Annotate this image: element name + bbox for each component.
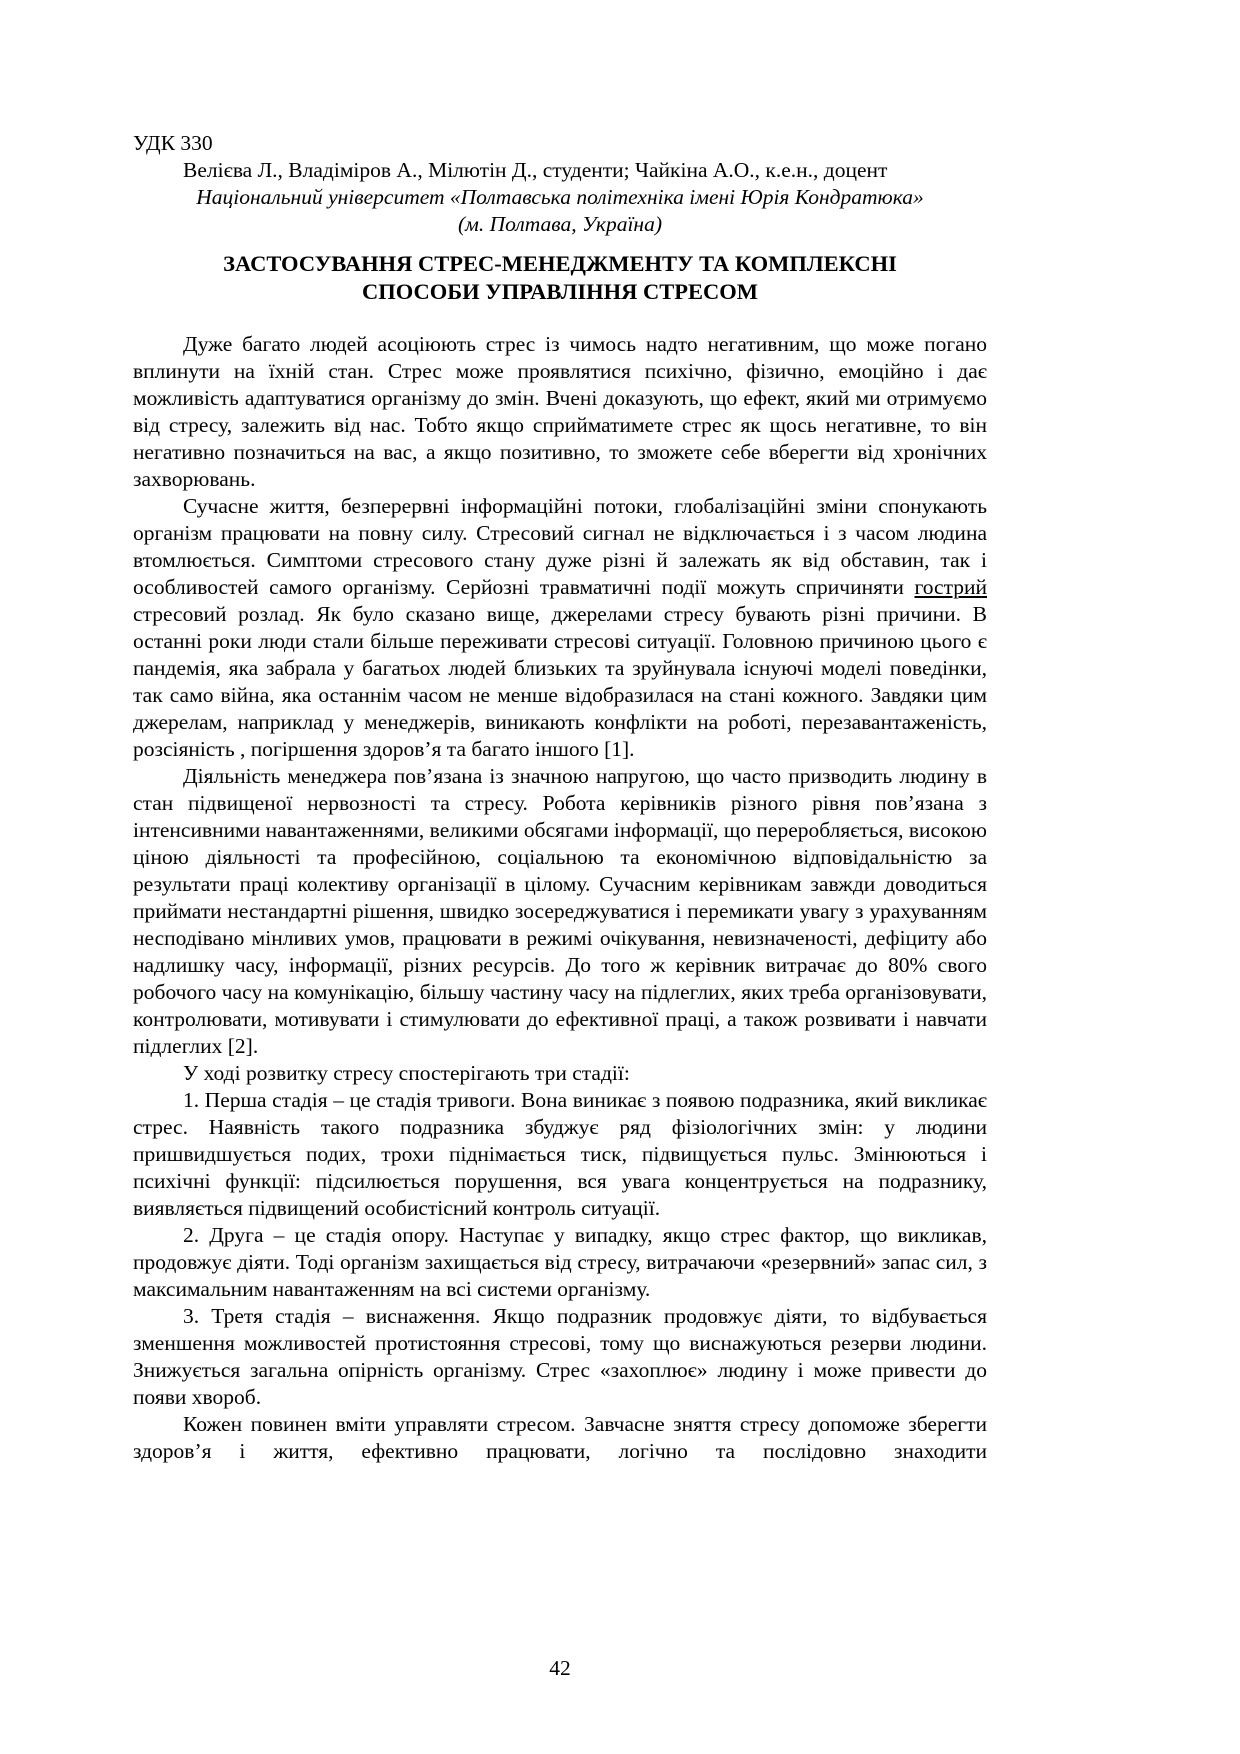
- page-number: 42: [549, 1656, 571, 1680]
- paragraph-stage-one: 1. Перша стадія – це стадія тривоги. Вона виникає з появою подразника, який викликає стрес. Наявність такого подразника збуджує ряд фізіологічних змін: у людини пришвидшується подих, трохи піднімається тиск, підвищується пульс. Змінюються і психічні функції: підсилюється порушення, вся увага концентрується на подразнику, виявляється підвищений особистісний контроль ситуації.: [133, 1088, 987, 1220]
- article-title-line-2: СПОСОБИ УПРАВЛІННЯ СТРЕСОМ: [362, 279, 758, 304]
- paragraph-modern-life-text-after: стресовий розлад. Як було сказано вище, джерелами стресу бувають різні причини. В останні роки люди стали більше переживати стресові ситуації. Головною причиною цього є пандемія, яка забрала у багатьох людей близьких та зруйнувала існуючі моделі поведінки, так само війна, яка останнім часом не менше відобразилася на стані кожного. Завдяки цим джерелам, наприклад у менеджерів, виникають конфлікти на роботі, перезавантаженість, розсіяність , погіршення здоров’я та багато іншого [1].: [133, 602, 987, 761]
- institution-line: Національний університет «Полтавська політехніка імені Юрія Кондратюка»: [196, 185, 924, 209]
- paragraph-intro: Дуже багато людей асоціюють стрес із чимось надто негативним, що може погано вплинути на їхній стан. Стрес може проявлятися психічно, фізично, емоційно і дає можливість адаптуватися організму до змін. Вчені доказують, що ефект, який ми отримуємо від стресу, залежить від нас. Тобто якщо сприйматимете стрес як щось негативне, то він негативно позначиться на вас, а якщо позитивно, то зможете себе вберегти від хронічних захворювань.: [133, 332, 987, 491]
- article-title-line-1: ЗАСТОСУВАННЯ СТРЕС-МЕНЕДЖМЕНТУ ТА КОМПЛЕКСНІ: [223, 251, 897, 276]
- paragraph-stage-three: 3. Третя стадія – виснаження. Якщо подразник продовжує діяти, то відбувається зменшення можливостей протистояння стресові, тому що виснажуються резерви людини. Знижується загальна опірність організму. Стрес «захоплює» людину і може привести до появи хвороб.: [133, 1304, 987, 1409]
- underlined-term: гострий: [914, 575, 987, 599]
- authors-line: Велієва Л., Владіміров А., Мілютін Д., студенти; Чайкіна А.О., к.е.н., доцент: [183, 158, 888, 182]
- udc-code: УДК 330: [133, 131, 213, 155]
- paragraph-stage-two: 2. Друга – це стадія опору. Наступає у випадку, якщо стрес фактор, що викликав, продовжує діяти. Тоді організм захищається від стресу, витрачаючи «резервний» запас сил, з максимальним навантаженням на всі системи організму.: [133, 1223, 987, 1301]
- paragraph-manager-activity: Діяльність менеджера пов’язана із значною напругою, що часто призводить людину в стан підвищеної нервозності та стресу. Робота керівників різного рівня пов’язана з інтенсивними навантаженнями, великими обсягами інформації, що переробляється, високою ціною діяльності та професійною, соціальною та економічною відповідальністю за результати праці колективу організації в цілому. Сучасним керівникам завжди доводиться приймати нестандартні рішення, швидко зосереджуватися і перемикати увагу з урахуванням несподівано мінливих умов, працювати в режимі очікування, невизначеності, дефіциту або надлишку часу, інформації, різних ресурсів. До того ж керівник витрачає до 80% свого робочого часу на комунікацію, більшу частину часу на підлеглих, яких треба організовувати, контролювати, мотивувати і стимулювати до ефективної праці, а також розвивати і навчати підлеглих [2].: [133, 764, 987, 1058]
- paragraph-manage-stress: Кожен повинен вміти управляти стресом. Завчасне зняття стресу допоможе зберегти здоров’я і життя, ефективно працювати, логічно та послідовно знаходити: [133, 1412, 987, 1463]
- article-title: [133, 250, 987, 306]
- paragraph-modern-life: [133, 493, 987, 763]
- paragraph-modern-life-text-before: Сучасне життя, безперервні інформаційні потоки, глобалізаційні зміни спонукають організм працювати на повну силу. Стресовий сигнал не відключається і з часом людина втомлюється. Симптоми стресового стану дуже різні й залежать як від обставин, так і особливостей самого організму. Серйозні травматичні події можуть спричиняти: [133, 494, 987, 599]
- location-line: (м. Полтава, Україна): [457, 212, 662, 236]
- paragraph-stages-intro: У ході розвитку стресу спостерігають три стадії:: [183, 1061, 630, 1085]
